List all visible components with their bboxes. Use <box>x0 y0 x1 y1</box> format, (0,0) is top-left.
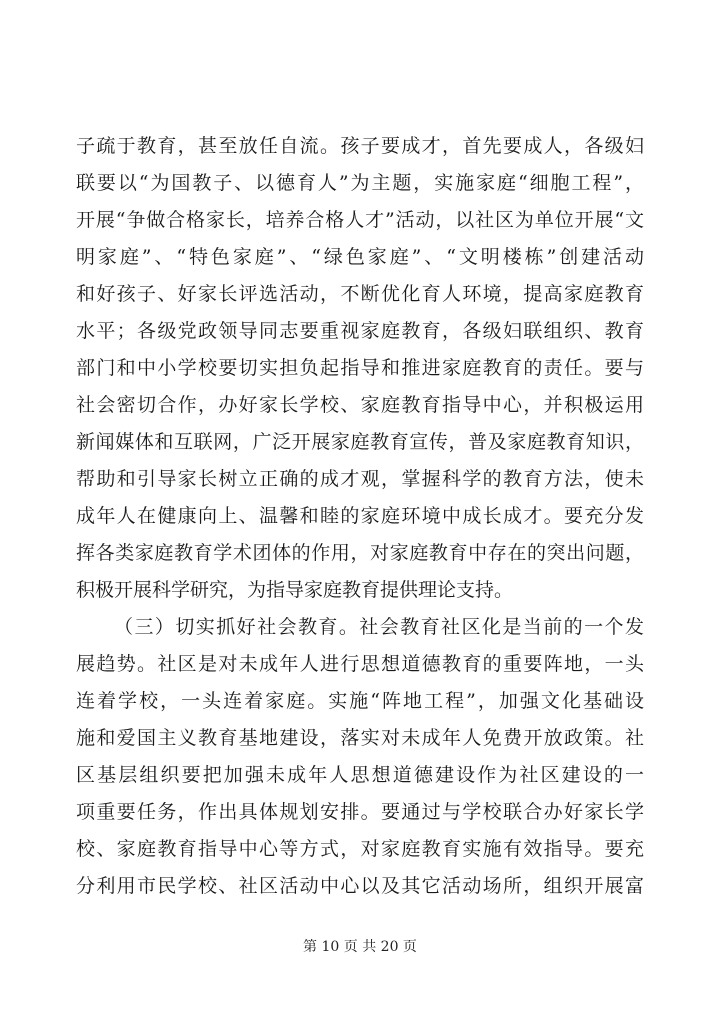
text-line: 区基层组织要把加强未成年人思想道德建设作为社区建设的一 <box>76 764 644 786</box>
text-line: 校、家庭教育指导中心等方式，对家庭教育实施有效指导。要充 <box>76 838 644 860</box>
text-line: 社会密切合作，办好家长学校、家庭教育指导中心，并积极运用 <box>76 394 644 416</box>
text-line: 施和爱国主义教育基地建设，落实对未成年人免费开放政策。社 <box>76 727 644 749</box>
text-line: 和好孩子、好家长评选活动，不断优化育人环境，提高家庭教育 <box>76 283 644 305</box>
body-text <box>76 128 644 905</box>
text-line: 明家庭”、“特色家庭”、“绿色家庭”、“文明楼栋”创建活动 <box>76 246 644 268</box>
text-line: 帮助和引导家长树立正确的成才观，掌握科学的教育方法，使未 <box>76 468 644 490</box>
page-number-footer: 第 10 页 共 20 页 <box>303 939 417 955</box>
text-line: 联要以“为国教子、以德育人”为主题，实施家庭“细胞工程”， <box>76 172 644 194</box>
text-line: 水平；各级党政领导同志要重视家庭教育，各级妇联组织、教育 <box>76 320 644 342</box>
text-line: 展趋势。社区是对未成年人进行思想道德教育的重要阵地，一头 <box>76 653 644 675</box>
text-line: 新闻媒体和互联网，广泛开展家庭教育宣传，普及家庭教育知识， <box>76 431 644 453</box>
text-line: 项重要任务，作出具体规划安排。要通过与学校联合办好家长学 <box>76 801 644 823</box>
text-line: 分利用市民学校、社区活动中心以及其它活动场所，组织开展富 <box>76 875 644 897</box>
text-line: 挥各类家庭教育学术团体的作用，对家庭教育中存在的突出问题， <box>76 542 644 564</box>
section-heading-line: （三）切实抓好社会教育。社会教育社区化是当前的一个发 <box>114 616 644 638</box>
text-line: 子疏于教育，甚至放任自流。孩子要成才，首先要成人，各级妇 <box>76 135 644 157</box>
text-line: 成年人在健康向上、温馨和睦的家庭环境中成长成才。要充分发 <box>76 505 644 527</box>
text-line: 部门和中小学校要切实担负起指导和推进家庭教育的责任。要与 <box>76 357 644 379</box>
text-line: 连着学校，一头连着家庭。实施“阵地工程”，加强文化基础设 <box>76 690 644 712</box>
text-line: 开展“争做合格家长，培养合格人才”活动，以社区为单位开展“文 <box>76 209 644 231</box>
paragraph-end-line: 积极开展科学研究，为指导家庭教育提供理论支持。 <box>76 579 514 601</box>
